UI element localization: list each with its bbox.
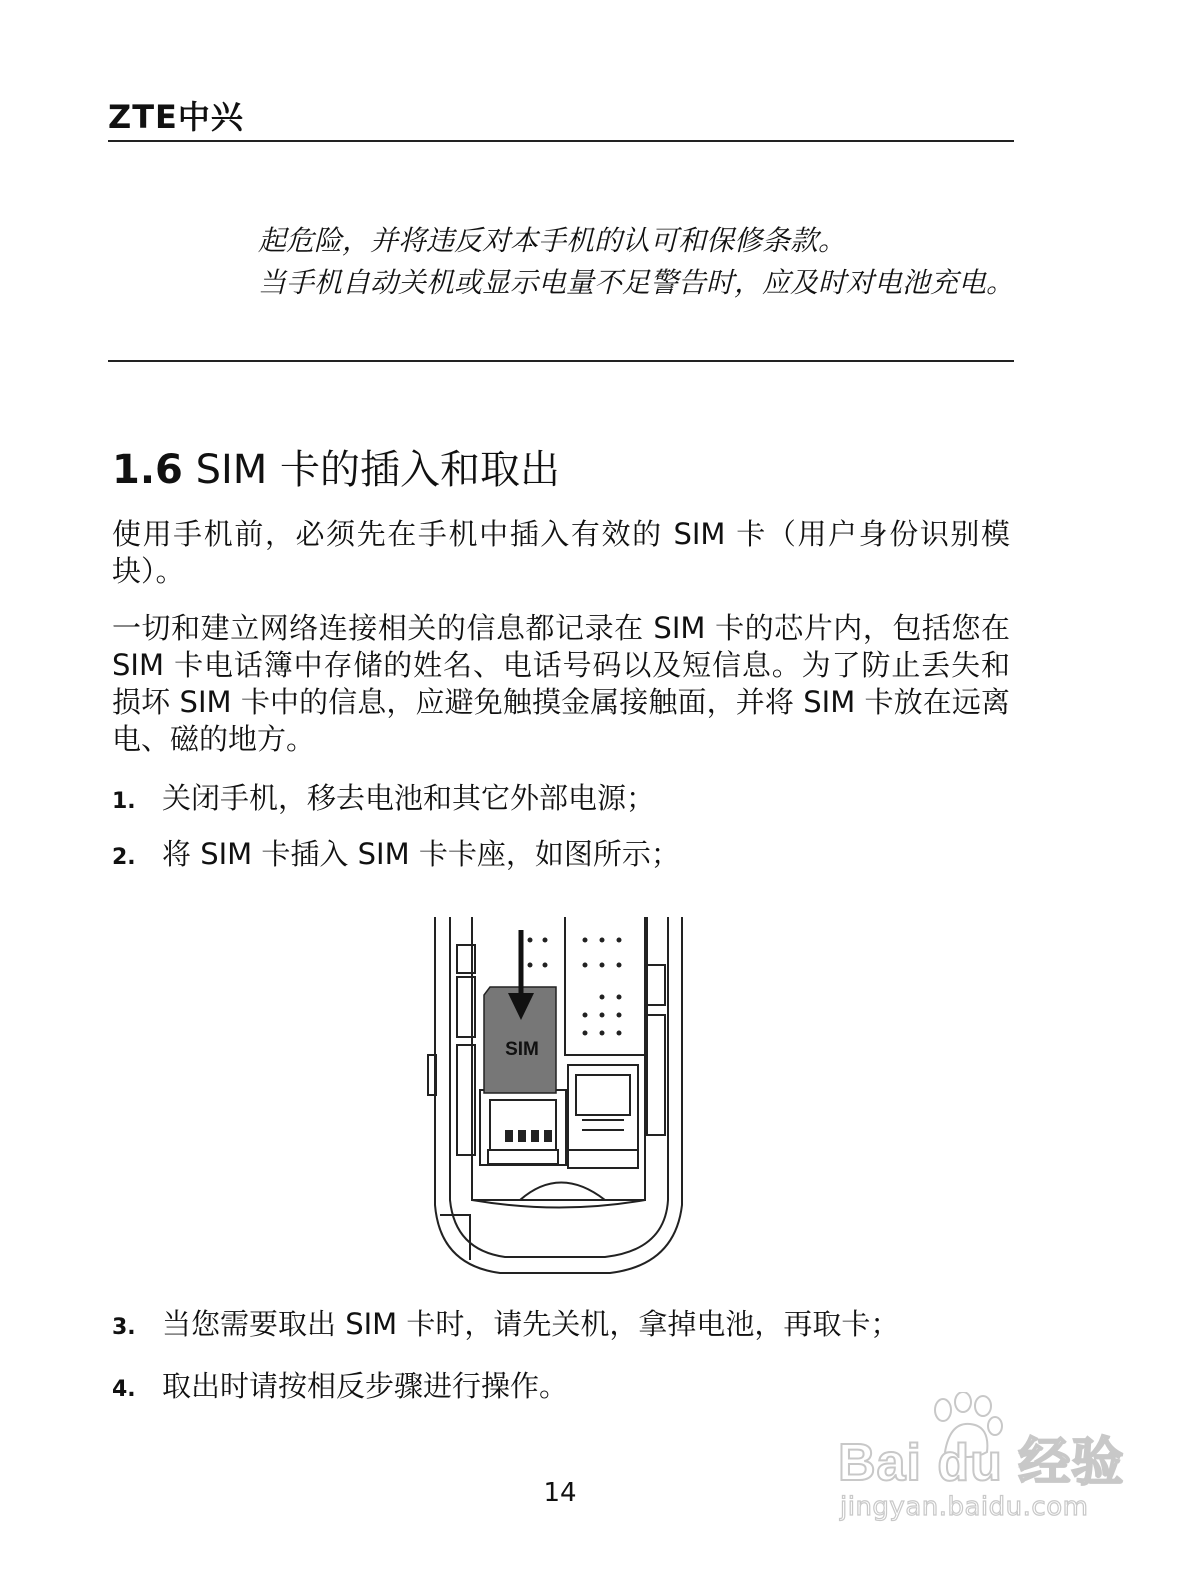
step-text: 关闭手机，移去电池和其它外部电源；: [162, 781, 656, 815]
step-number: 1.: [112, 789, 136, 814]
step-text: 将 SIM 卡插入 SIM 卡卡座，如图所示；: [162, 837, 680, 871]
warning-line: 当手机自动关机或显示电量不足警告时，应及时对电池充电。: [258, 266, 1015, 299]
warning-divider: [108, 360, 1014, 362]
step-item: [112, 1306, 899, 1346]
section-heading: [112, 438, 560, 495]
step-number: 3.: [112, 1315, 136, 1340]
baidu-watermark: Bai du 经验: [838, 1434, 1125, 1492]
section-title: SIM 卡的插入和取出: [195, 447, 560, 493]
warning-line: 起危险，并将违反对本手机的认可和保修条款。: [258, 224, 847, 257]
step-number: 4.: [112, 1377, 136, 1402]
step-item: [112, 1368, 568, 1408]
sim-insertion-figure: [410, 915, 695, 1280]
header-divider: [108, 140, 1014, 142]
warning-note: [258, 220, 1018, 304]
baidu-watermark-url: jingyan.baidu.com: [840, 1492, 1089, 1522]
section-number: 1.6: [112, 447, 183, 493]
sim-card-label: SIM: [505, 1039, 539, 1060]
step-text: 取出时请按相反步骤进行操作。: [162, 1369, 569, 1403]
paragraph: 一切和建立网络连接相关的信息都记录在 SIM 卡的芯片内，包括您在 SIM 卡电话簿中存储的姓名、电话号码以及短信息。为了防止丢失和损坏 SIM 卡中的信息，应避免触摸金属接触面，并将 SIM 卡放在远离电、磁的地方。: [112, 611, 1010, 756]
page-number: 14: [543, 1478, 577, 1508]
step-number: 2.: [112, 845, 136, 870]
zte-logo: ZTE中兴: [108, 98, 244, 136]
phone-diagram: [410, 915, 695, 1280]
step-text: 当您需要取出 SIM 卡时，请先关机，拿掉电池，再取卡；: [162, 1307, 900, 1341]
paragraph: 使用手机前，必须先在手机中插入有效的 SIM 卡（用户身份识别模块）。: [112, 517, 1010, 588]
step-item: [112, 780, 655, 820]
step-item: [112, 836, 680, 876]
